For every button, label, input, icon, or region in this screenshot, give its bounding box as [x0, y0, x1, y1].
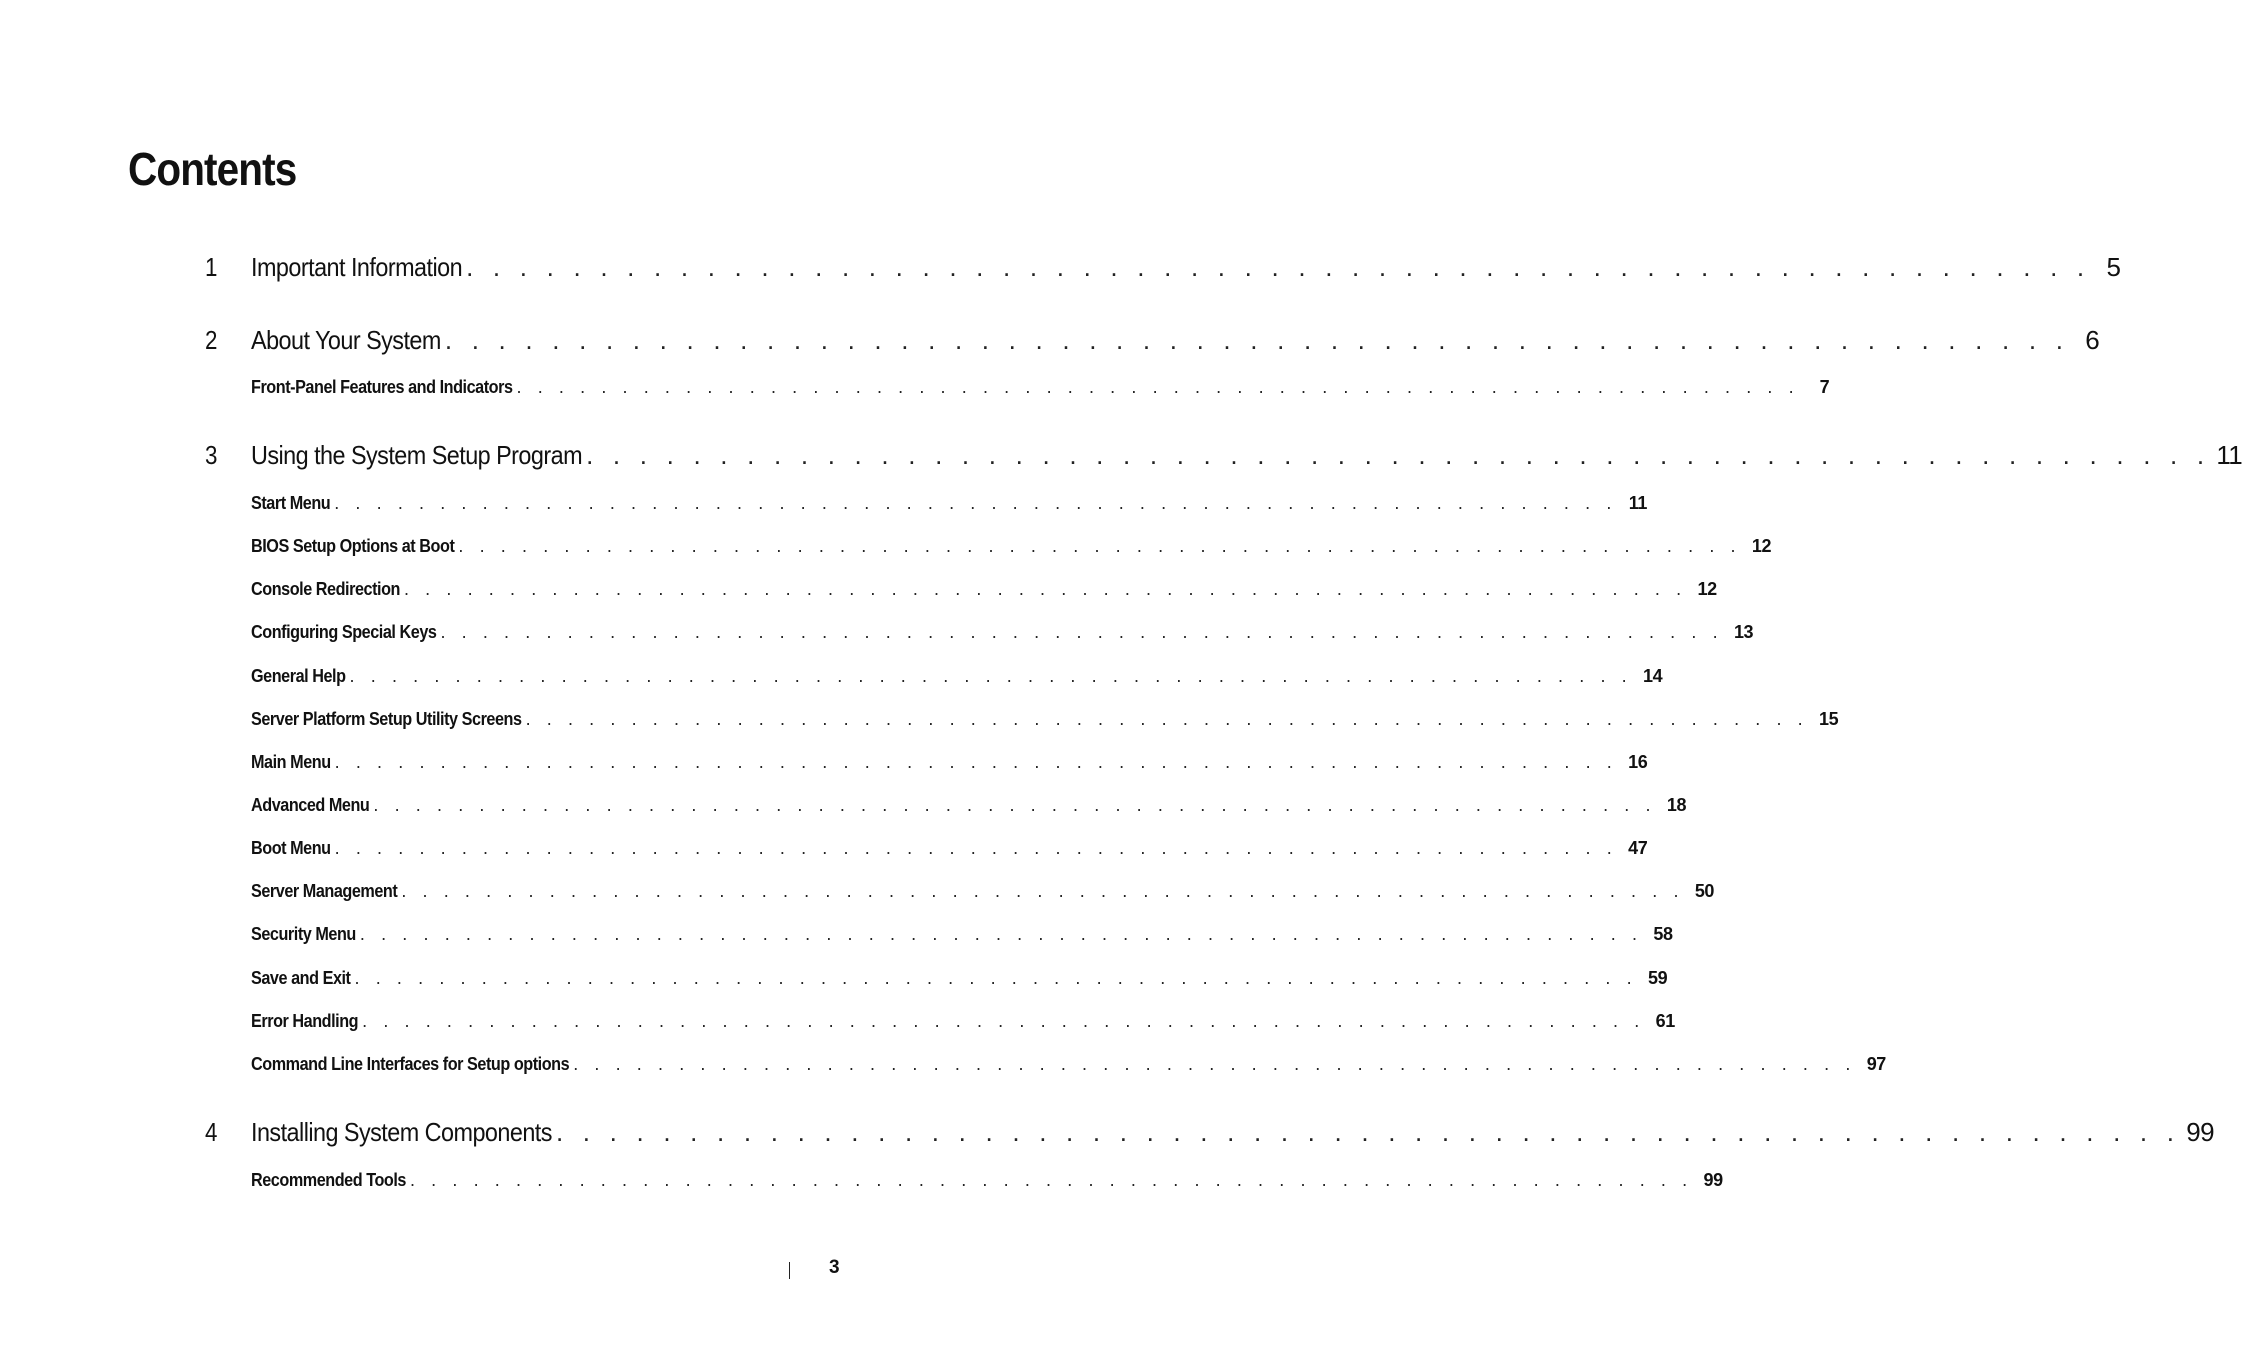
- toc-page-number: 47: [1628, 838, 1648, 858]
- toc-chapter-entry[interactable]: [205, 252, 2121, 286]
- toc-section-entry[interactable]: [205, 1170, 1723, 1194]
- dot-leader: . . . . . . . . . . . . . . . . . . . . . . . . . . . . . . . . . . . . . . . . . . . . . . . . . . . . . . . . . . . . .: [555, 1117, 2181, 1147]
- toc-section-entry[interactable]: [205, 709, 1839, 733]
- dot-leader: . . . . . . . . . . . . . . . . . . . . . . . . . . . . . . . . . . . . . . . . . . . . . . . . . . . . . . . . . . . . .: [359, 924, 1643, 944]
- toc-page-number: 61: [1655, 1011, 1675, 1031]
- toc-section-entry[interactable]: [205, 666, 1663, 690]
- toc-section-entry[interactable]: [205, 968, 1668, 992]
- dot-leader: . . . . . . . . . . . . . . . . . . . . . . . . . . . . . . . . . . . . . . . . . . . . . . . . . . . . . . . . . . . . .: [403, 579, 1687, 599]
- toc-page-number: 99: [2186, 1117, 2214, 1147]
- toc-page-number: 15: [1819, 709, 1839, 729]
- toc-entry-label: Console Redirection: [251, 579, 400, 599]
- toc-section-entry[interactable]: [205, 1011, 1675, 1035]
- chapter-number: 3: [205, 440, 218, 470]
- toc-section-entry[interactable]: [205, 493, 1647, 517]
- dot-leader: . . . . . . . . . . . . . . . . . . . . . . . . . . . . . . . . . . . . . . . . . . . . . . . . . . . . . . . . . . . . .: [334, 493, 1617, 513]
- toc-entry-label: Server Platform Setup Utility Screens: [251, 709, 522, 729]
- toc-entry-label: Security Menu: [251, 924, 356, 944]
- dot-leader: . . . . . . . . . . . . . . . . . . . . . . . . . . . . . . . . . . . . . . . . . . . . . . . . . . . . . . . . . . . . .: [334, 752, 1618, 772]
- dot-leader: . . . . . . . . . . . . . . . . . . . . . . . . . . . . . . . . . . . . . . . . . . . . . . . . . . . . . . . . . . . . .: [516, 377, 1800, 397]
- chapter-number: 1: [205, 252, 218, 282]
- toc-section-entry[interactable]: [205, 752, 1648, 776]
- toc-entry-label: Boot Menu: [251, 838, 331, 858]
- toc-page-number: 7: [1819, 377, 1830, 397]
- dot-leader: . . . . . . . . . . . . . . . . . . . . . . . . . . . . . . . . . . . . . . . . . . . . . . . . . . . . . . . . . . . . .: [373, 795, 1657, 815]
- dot-leader: . . . . . . . . . . . . . . . . . . . . . . . . . . . . . . . . . . . . . . . . . . . . . . . . . . . . . . . . . . . . .: [362, 1011, 1645, 1031]
- toc-page-number: 50: [1694, 881, 1715, 901]
- chapter-number: 2: [205, 325, 218, 355]
- dot-leader: . . . . . . . . . . . . . . . . . . . . . . . . . . . . . . . . . . . . . . . . . . . . . . . . . . . . . . . . . . . . .: [354, 968, 1638, 988]
- toc-chapter-entry[interactable]: [205, 440, 2242, 474]
- toc-entry-label: Advanced Menu: [251, 795, 370, 815]
- toc-entry-label: Using the System Setup Program: [251, 440, 583, 470]
- dot-leader: . . . . . . . . . . . . . . . . . . . . . . . . . . . . . . . . . . . . . . . . . . . . . . . . . . . . . . . . . . . . .: [458, 536, 1742, 556]
- toc-page-number: 97: [1866, 1054, 1886, 1074]
- dot-leader: . . . . . . . . . . . . . . . . . . . . . . . . . . . . . . . . . . . . . . . . . . . . . . . . . . . . . . . . . . . . .: [466, 252, 2091, 282]
- toc-chapter-entry[interactable]: [205, 1117, 2214, 1151]
- dot-leader: . . . . . . . . . . . . . . . . . . . . . . . . . . . . . . . . . . . . . . . . . . . . . . . . . . . . . . . . . . . . .: [349, 666, 1633, 686]
- toc-page-number: 16: [1628, 752, 1648, 772]
- toc-section-entry[interactable]: [205, 838, 1648, 862]
- toc-entry-label: Important Information: [251, 252, 463, 282]
- toc-page-number: 59: [1648, 968, 1668, 988]
- toc-page-number: 14: [1643, 666, 1663, 686]
- toc-section-entry[interactable]: [205, 579, 1717, 603]
- toc-page-number: 18: [1666, 795, 1687, 815]
- toc-page-number: 5: [2106, 252, 2121, 282]
- dot-leader: . . . . . . . . . . . . . . . . . . . . . . . . . . . . . . . . . . . . . . . . . . . . . . . . . . . . . . . . . . . . .: [573, 1054, 1856, 1074]
- toc-entry-label: Installing System Components: [251, 1117, 552, 1147]
- toc-entry-label: Command Line Interfaces for Setup options: [251, 1054, 570, 1074]
- footer-divider: [789, 1262, 790, 1279]
- toc-page-number: 58: [1653, 924, 1673, 944]
- dot-leader: . . . . . . . . . . . . . . . . . . . . . . . . . . . . . . . . . . . . . . . . . . . . . . . . . . . . . . . . . . . . .: [334, 838, 1618, 858]
- toc-entry-label: General Help: [251, 666, 346, 686]
- toc-section-entry[interactable]: [205, 377, 1830, 401]
- toc-page-number: 11: [1628, 493, 1647, 513]
- toc-entry-label: Recommended Tools: [251, 1170, 406, 1190]
- chapter-number: 4: [205, 1117, 218, 1147]
- toc-section-entry[interactable]: [205, 536, 1772, 560]
- dot-leader: . . . . . . . . . . . . . . . . . . . . . . . . . . . . . . . . . . . . . . . . . . . . . . . . . . . . . . . . . . . . .: [586, 440, 2211, 470]
- toc-entry-label: Server Management: [251, 881, 398, 901]
- toc-entry-label: Save and Exit: [251, 968, 351, 988]
- dot-leader: . . . . . . . . . . . . . . . . . . . . . . . . . . . . . . . . . . . . . . . . . . . . . . . . . . . . . . . . . . . . .: [525, 709, 1809, 729]
- toc-section-entry[interactable]: [205, 924, 1673, 948]
- toc-entry-label: About Your System: [251, 325, 441, 355]
- toc-chapter-entry[interactable]: [205, 325, 2100, 359]
- dot-leader: . . . . . . . . . . . . . . . . . . . . . . . . . . . . . . . . . . . . . . . . . . . . . . . . . . . . . . . . . . . . .: [444, 325, 2070, 355]
- toc-entry-label: Main Menu: [251, 752, 331, 772]
- toc-page-number: 12: [1751, 536, 1772, 556]
- toc-entry-label: Start Menu: [251, 493, 331, 513]
- toc-section-entry[interactable]: [205, 622, 1754, 646]
- page-title: Contents: [128, 143, 297, 195]
- dot-leader: . . . . . . . . . . . . . . . . . . . . . . . . . . . . . . . . . . . . . . . . . . . . . . . . . . . . . . . . . . . . .: [409, 1170, 1693, 1190]
- toc-entry-label: Front-Panel Features and Indicators: [251, 377, 513, 397]
- toc-section-entry[interactable]: [205, 795, 1687, 819]
- dot-leader: . . . . . . . . . . . . . . . . . . . . . . . . . . . . . . . . . . . . . . . . . . . . . . . . . . . . . . . . . . . . .: [440, 622, 1724, 642]
- toc-section-entry[interactable]: [205, 881, 1715, 905]
- toc-page-number: 6: [2085, 325, 2100, 355]
- toc-entry-label: Configuring Special Keys: [251, 622, 437, 642]
- toc-entry-label: Error Handling: [251, 1011, 359, 1031]
- toc-entry-label: BIOS Setup Options at Boot: [251, 536, 455, 556]
- toc-page-number: 13: [1733, 622, 1754, 642]
- dot-leader: . . . . . . . . . . . . . . . . . . . . . . . . . . . . . . . . . . . . . . . . . . . . . . . . . . . . . . . . . . . . .: [401, 881, 1685, 901]
- toc-section-entry[interactable]: [205, 1054, 1886, 1078]
- footer-page-number: 3: [829, 1257, 840, 1278]
- toc-page-number: 99: [1703, 1170, 1723, 1190]
- toc-page-number: 12: [1697, 579, 1717, 599]
- toc-page-number: 11: [2216, 440, 2242, 470]
